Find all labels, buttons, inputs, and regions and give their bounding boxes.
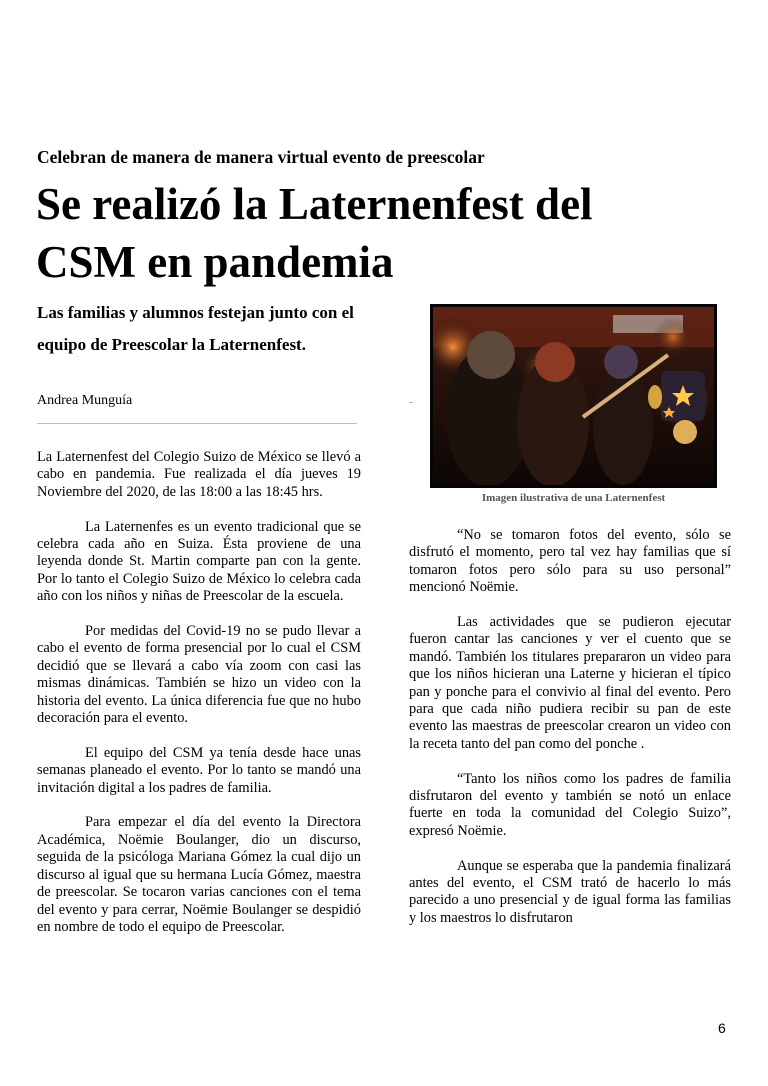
paragraph: Aunque se esperaba que la pandemia finalizará antes del evento, el CSM trató de hacerlo lo más parecido a uno presencial y de igual forma las familias y los maestros lo disfrutaron: [409, 857, 731, 926]
paragraph: Para empezar el día del evento la Directora Académica, Noëmie Boulanger, dio un discurso, seguida de la psicóloga Mariana Gómez la cual dijo un discurso al igual que su hermana Lucía Gómez, maestra de preescolar. Se tocaron varias canciones con el tema del evento y para cerrar, Noëmie Boulanger se despidió en nombre de todo el equipo de Preescolar.: [37, 814, 361, 935]
byline-divider: [37, 423, 357, 424]
paragraph: La Laternenfes es un evento tradicional que se celebra cada año en Suiza. Ésta proviene de una leyenda donde St. Martin comparte pan con la gente. Por lo tanto el Colegio Suizo de México lo celebra cada año con los niños y niñas de Preescolar de la escuela.: [37, 518, 361, 605]
lantern-photo-illustration: [433, 307, 714, 485]
left-column: [37, 449, 361, 954]
decorative-dash: -: [409, 396, 413, 408]
article-headline: Se realizó la Laternenfest del CSM en pandemia: [36, 179, 593, 287]
page-number: 6: [718, 1020, 726, 1036]
photo-caption: Imagen ilustrativa de una Laternenfest: [481, 492, 666, 504]
right-column: [409, 527, 731, 945]
paragraph: Las actividades que se pudieron ejecutar fueron cantar las canciones y ver el cuento que se mandó. También los titulares prepararon un video para que los niños hicieran una Laterne y hicieran el típico pan y ponche para el convivio al final del evento. Pero para que cada niño pudiera recibir su pan de este evento las maestras de preescolar crearon un video con la receta tanto del pan como del ponche .: [409, 614, 731, 752]
paragraph: “No se tomaron fotos del evento, sólo se disfrutó el momento, pero tal vez hay familias que sí tomaron fotos pero sólo para su uso personal” mencionó Noëmie.: [409, 527, 731, 596]
paragraph: Por medidas del Covid-19 no se pudo llevar a cabo el evento de forma presencial por lo cual el CSM decidió que se llevará a cabo vía zoom con casi las mismas dinámicas. También se hizo un video con la historia del evento. La única diferencia fue que no hubo decoración para el evento.: [37, 623, 361, 727]
lantern-photo: [430, 304, 717, 488]
article-byline: Andrea Munguía: [37, 393, 133, 408]
article-subhead: Las familias y alumnos festejan junto con el equipo de Preescolar la Laternenfest.: [37, 303, 354, 354]
paragraph: La Laternenfest del Colegio Suizo de México se llevó a cabo en pandemia. Fue realizada el día jueves 19 Noviembre del 2020, de las 18:00 a las 18:45 hrs.: [37, 449, 361, 500]
article-kicker: Celebran de manera de manera virtual evento de preescolar: [37, 147, 485, 167]
paragraph: El equipo del CSM ya tenía desde hace unas semanas planeado el evento. Por lo tanto se mandó una invitación digital a los padres de familia.: [37, 744, 361, 796]
paragraph: “Tanto los niños como los padres de familia disfrutaron del evento y también se notó un enlace fuerte en toda la comunidad del Colegio Suizo”, expresó Noëmie.: [409, 770, 731, 839]
